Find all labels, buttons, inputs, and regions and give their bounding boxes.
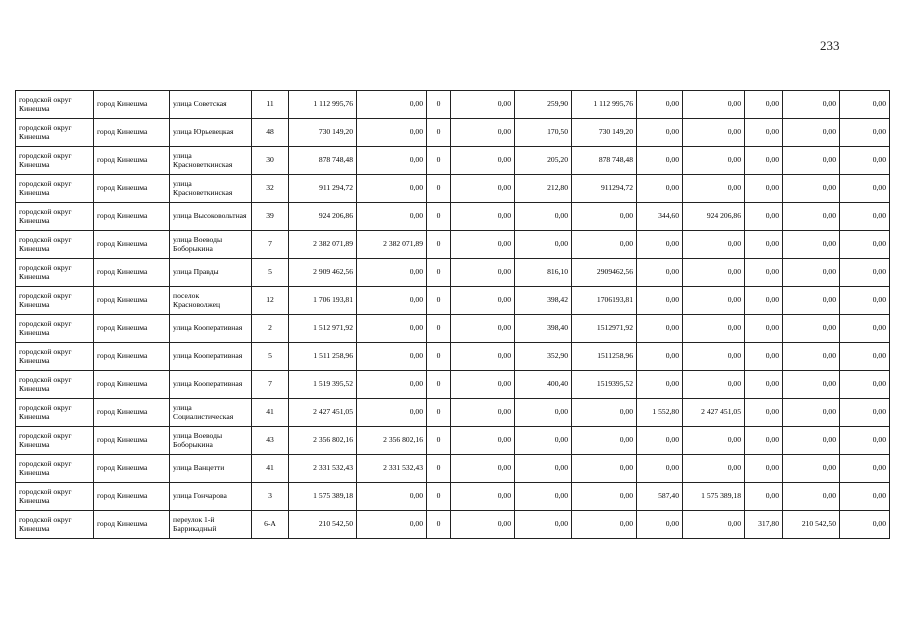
cell-street: улица Красноветкинская	[170, 147, 252, 175]
cell-cost-2: 0,00	[451, 455, 515, 483]
cell-area-1: 0,00	[515, 427, 572, 455]
cell-cost-6: 0,00	[840, 455, 890, 483]
cell-area-1: 398,42	[515, 287, 572, 315]
cell-cost-5: 0,00	[783, 287, 840, 315]
table-row	[16, 175, 890, 203]
cell-cost-1: 0,00	[357, 91, 427, 119]
cell-street: улица Красноветкинская	[170, 175, 252, 203]
cell-area-2: 0,00	[637, 455, 683, 483]
cell-cost-1: 0,00	[357, 343, 427, 371]
cell-count: 0	[427, 427, 451, 455]
cell-cost-6: 0,00	[840, 343, 890, 371]
cell-cost-6: 0,00	[840, 175, 890, 203]
cell-area-2: 344,60	[637, 203, 683, 231]
cell-settlement: город Кинешма	[94, 119, 170, 147]
cell-count: 0	[427, 315, 451, 343]
cell-area-1: 0,00	[515, 203, 572, 231]
cell-area-1: 0,00	[515, 231, 572, 259]
cell-area-1: 0,00	[515, 511, 572, 539]
cell-area-1: 398,40	[515, 315, 572, 343]
cell-cost-1: 0,00	[357, 399, 427, 427]
cell-count: 0	[427, 147, 451, 175]
cell-cost-2: 0,00	[451, 315, 515, 343]
cell-settlement: город Кинешма	[94, 483, 170, 511]
cell-settlement: город Кинешма	[94, 371, 170, 399]
cell-cost-2: 0,00	[451, 427, 515, 455]
cell-cost-3: 0,00	[572, 511, 637, 539]
cell-cost-2: 0,00	[451, 203, 515, 231]
cell-area-2: 587,40	[637, 483, 683, 511]
cell-count: 0	[427, 91, 451, 119]
cell-municipality: городской округ Кинешма	[16, 399, 94, 427]
cell-house-number: 3	[252, 483, 289, 511]
cell-count: 0	[427, 483, 451, 511]
cell-municipality: городской округ Кинешма	[16, 231, 94, 259]
cell-cost-3: 878 748,48	[572, 147, 637, 175]
cell-street: улица Ванцетти	[170, 455, 252, 483]
cell-area-3: 0,00	[745, 119, 783, 147]
cell-municipality: городской округ Кинешма	[16, 343, 94, 371]
cell-cost-1: 0,00	[357, 287, 427, 315]
cell-count: 0	[427, 455, 451, 483]
cell-count: 0	[427, 511, 451, 539]
cell-area-2: 0,00	[637, 231, 683, 259]
cell-cost-3: 911294,72	[572, 175, 637, 203]
cell-cost-2: 0,00	[451, 147, 515, 175]
cell-total-cost: 2 909 462,56	[289, 259, 357, 287]
cell-municipality: городской округ Кинешма	[16, 147, 94, 175]
cell-cost-3: 1512971,92	[572, 315, 637, 343]
cell-municipality: городской округ Кинешма	[16, 483, 94, 511]
cell-cost-4: 0,00	[683, 455, 745, 483]
cell-cost-4: 0,00	[683, 91, 745, 119]
cell-area-3: 0,00	[745, 175, 783, 203]
cell-area-1: 170,50	[515, 119, 572, 147]
cell-cost-1: 2 331 532,43	[357, 455, 427, 483]
cell-area-2: 0,00	[637, 175, 683, 203]
cell-count: 0	[427, 399, 451, 427]
cell-total-cost: 210 542,50	[289, 511, 357, 539]
cell-area-2: 0,00	[637, 119, 683, 147]
cell-count: 0	[427, 259, 451, 287]
cell-cost-5: 0,00	[783, 315, 840, 343]
cell-cost-6: 0,00	[840, 203, 890, 231]
cell-total-cost: 1 511 258,96	[289, 343, 357, 371]
cell-area-3: 0,00	[745, 483, 783, 511]
cell-cost-1: 0,00	[357, 259, 427, 287]
cell-cost-4: 0,00	[683, 427, 745, 455]
cell-house-number: 39	[252, 203, 289, 231]
cell-cost-6: 0,00	[840, 371, 890, 399]
cell-settlement: город Кинешма	[94, 203, 170, 231]
cell-settlement: город Кинешма	[94, 399, 170, 427]
table-row	[16, 483, 890, 511]
cell-area-3: 0,00	[745, 91, 783, 119]
cell-street: улица Кооперативная	[170, 371, 252, 399]
cell-cost-6: 0,00	[840, 147, 890, 175]
cell-cost-6: 0,00	[840, 427, 890, 455]
cell-municipality: городской округ Кинешма	[16, 427, 94, 455]
cell-cost-1: 0,00	[357, 147, 427, 175]
cell-cost-3: 730 149,20	[572, 119, 637, 147]
cell-cost-1: 0,00	[357, 483, 427, 511]
cell-cost-3: 0,00	[572, 483, 637, 511]
cell-house-number: 7	[252, 371, 289, 399]
cell-total-cost: 2 331 532,43	[289, 455, 357, 483]
cell-area-1: 0,00	[515, 399, 572, 427]
cell-area-2: 0,00	[637, 343, 683, 371]
cell-count: 0	[427, 231, 451, 259]
cell-house-number: 12	[252, 287, 289, 315]
cell-street: улица Юрьевецкая	[170, 119, 252, 147]
cell-cost-5: 0,00	[783, 91, 840, 119]
cell-house-number: 11	[252, 91, 289, 119]
cell-cost-4: 2 427 451,05	[683, 399, 745, 427]
cell-total-cost: 1 512 971,92	[289, 315, 357, 343]
cell-cost-6: 0,00	[840, 287, 890, 315]
cell-cost-4: 0,00	[683, 371, 745, 399]
cell-area-3: 0,00	[745, 455, 783, 483]
cell-cost-1: 0,00	[357, 315, 427, 343]
cell-area-2: 0,00	[637, 427, 683, 455]
cell-total-cost: 1 575 389,18	[289, 483, 357, 511]
cell-area-2: 0,00	[637, 371, 683, 399]
cell-area-1: 400,40	[515, 371, 572, 399]
cell-street: улица Воеводы Боборыкина	[170, 427, 252, 455]
cell-settlement: город Кинешма	[94, 231, 170, 259]
cell-cost-1: 2 356 802,16	[357, 427, 427, 455]
cell-municipality: городской округ Кинешма	[16, 455, 94, 483]
cell-area-3: 0,00	[745, 287, 783, 315]
cell-settlement: город Кинешма	[94, 511, 170, 539]
cell-cost-3: 0,00	[572, 427, 637, 455]
cell-municipality: городской округ Кинешма	[16, 511, 94, 539]
cell-total-cost: 911 294,72	[289, 175, 357, 203]
cell-cost-6: 0,00	[840, 119, 890, 147]
cell-cost-1: 2 382 071,89	[357, 231, 427, 259]
table-row	[16, 119, 890, 147]
cell-house-number: 48	[252, 119, 289, 147]
cell-cost-4: 1 575 389,18	[683, 483, 745, 511]
cell-cost-5: 0,00	[783, 203, 840, 231]
housing-register-table	[15, 90, 890, 539]
cell-cost-4: 0,00	[683, 315, 745, 343]
cell-cost-3: 2909462,56	[572, 259, 637, 287]
cell-cost-2: 0,00	[451, 259, 515, 287]
cell-cost-6: 0,00	[840, 315, 890, 343]
table-row	[16, 455, 890, 483]
cell-settlement: город Кинешма	[94, 91, 170, 119]
cell-settlement: город Кинешма	[94, 287, 170, 315]
cell-cost-3: 1706193,81	[572, 287, 637, 315]
cell-cost-3: 0,00	[572, 203, 637, 231]
cell-cost-2: 0,00	[451, 483, 515, 511]
cell-total-cost: 1 706 193,81	[289, 287, 357, 315]
cell-cost-3: 0,00	[572, 399, 637, 427]
cell-cost-3: 0,00	[572, 455, 637, 483]
cell-house-number: 43	[252, 427, 289, 455]
cell-street: улица Социалистическая	[170, 399, 252, 427]
cell-cost-5: 0,00	[783, 147, 840, 175]
cell-cost-1: 0,00	[357, 203, 427, 231]
cell-cost-2: 0,00	[451, 399, 515, 427]
cell-area-2: 0,00	[637, 91, 683, 119]
table-row	[16, 511, 890, 539]
cell-cost-3: 1511258,96	[572, 343, 637, 371]
cell-cost-5: 0,00	[783, 427, 840, 455]
cell-cost-1: 0,00	[357, 371, 427, 399]
cell-total-cost: 2 382 071,89	[289, 231, 357, 259]
cell-house-number: 41	[252, 399, 289, 427]
cell-settlement: город Кинешма	[94, 259, 170, 287]
cell-area-1: 816,10	[515, 259, 572, 287]
cell-street: улица Кооперативная	[170, 315, 252, 343]
table-row	[16, 287, 890, 315]
cell-street: поселок Красноволжец	[170, 287, 252, 315]
cell-street: улица Высоковольтная	[170, 203, 252, 231]
cell-municipality: городской округ Кинешма	[16, 315, 94, 343]
cell-cost-5: 210 542,50	[783, 511, 840, 539]
cell-cost-4: 0,00	[683, 287, 745, 315]
cell-area-2: 0,00	[637, 147, 683, 175]
cell-cost-5: 0,00	[783, 231, 840, 259]
cell-total-cost: 2 427 451,05	[289, 399, 357, 427]
cell-cost-3: 0,00	[572, 231, 637, 259]
cell-house-number: 2	[252, 315, 289, 343]
cell-street: улица Кооперативная	[170, 343, 252, 371]
cell-area-2: 0,00	[637, 259, 683, 287]
cell-total-cost: 924 206,86	[289, 203, 357, 231]
table-row	[16, 315, 890, 343]
cell-area-2: 0,00	[637, 511, 683, 539]
cell-area-2: 0,00	[637, 315, 683, 343]
cell-area-3: 0,00	[745, 427, 783, 455]
cell-area-3: 0,00	[745, 315, 783, 343]
cell-cost-5: 0,00	[783, 483, 840, 511]
cell-settlement: город Кинешма	[94, 147, 170, 175]
table-row	[16, 147, 890, 175]
cell-count: 0	[427, 175, 451, 203]
cell-area-1: 212,80	[515, 175, 572, 203]
cell-cost-2: 0,00	[451, 231, 515, 259]
cell-settlement: город Кинешма	[94, 455, 170, 483]
cell-cost-4: 0,00	[683, 343, 745, 371]
cell-street: улица Гончарова	[170, 483, 252, 511]
cell-municipality: городской округ Кинешма	[16, 91, 94, 119]
cell-cost-6: 0,00	[840, 91, 890, 119]
cell-cost-6: 0,00	[840, 511, 890, 539]
cell-count: 0	[427, 343, 451, 371]
cell-cost-5: 0,00	[783, 455, 840, 483]
table-row	[16, 371, 890, 399]
cell-area-3: 0,00	[745, 147, 783, 175]
cell-cost-2: 0,00	[451, 119, 515, 147]
cell-settlement: город Кинешма	[94, 175, 170, 203]
cell-cost-2: 0,00	[451, 287, 515, 315]
table-body	[16, 91, 890, 539]
cell-count: 0	[427, 203, 451, 231]
cell-cost-2: 0,00	[451, 511, 515, 539]
cell-area-1: 0,00	[515, 483, 572, 511]
cell-cost-1: 0,00	[357, 511, 427, 539]
table-row	[16, 427, 890, 455]
cell-cost-1: 0,00	[357, 175, 427, 203]
cell-municipality: городской округ Кинешма	[16, 203, 94, 231]
cell-street: улица Правды	[170, 259, 252, 287]
cell-house-number: 32	[252, 175, 289, 203]
cell-area-3: 0,00	[745, 259, 783, 287]
cell-cost-6: 0,00	[840, 483, 890, 511]
table-row	[16, 259, 890, 287]
cell-area-1: 352,90	[515, 343, 572, 371]
cell-area-1: 205,20	[515, 147, 572, 175]
cell-area-1: 0,00	[515, 455, 572, 483]
cell-house-number: 6-А	[252, 511, 289, 539]
cell-count: 0	[427, 287, 451, 315]
cell-total-cost: 1 112 995,76	[289, 91, 357, 119]
cell-settlement: город Кинешма	[94, 343, 170, 371]
cell-count: 0	[427, 371, 451, 399]
cell-area-1: 259,90	[515, 91, 572, 119]
cell-cost-4: 0,00	[683, 119, 745, 147]
cell-house-number: 5	[252, 259, 289, 287]
cell-cost-1: 0,00	[357, 119, 427, 147]
cell-cost-5: 0,00	[783, 259, 840, 287]
cell-house-number: 30	[252, 147, 289, 175]
cell-cost-4: 0,00	[683, 147, 745, 175]
cell-cost-4: 0,00	[683, 259, 745, 287]
cell-settlement: город Кинешма	[94, 315, 170, 343]
cell-house-number: 7	[252, 231, 289, 259]
cell-total-cost: 730 149,20	[289, 119, 357, 147]
cell-cost-4: 0,00	[683, 511, 745, 539]
cell-area-2: 0,00	[637, 287, 683, 315]
cell-house-number: 41	[252, 455, 289, 483]
cell-street: улица Воеводы Боборыкина	[170, 231, 252, 259]
table-row	[16, 343, 890, 371]
cell-cost-3: 1 112 995,76	[572, 91, 637, 119]
cell-area-3: 0,00	[745, 343, 783, 371]
cell-cost-2: 0,00	[451, 371, 515, 399]
cell-total-cost: 1 519 395,52	[289, 371, 357, 399]
cell-municipality: городской округ Кинешма	[16, 259, 94, 287]
cell-area-3: 0,00	[745, 371, 783, 399]
cell-area-3: 0,00	[745, 203, 783, 231]
cell-cost-4: 924 206,86	[683, 203, 745, 231]
cell-cost-6: 0,00	[840, 399, 890, 427]
cell-total-cost: 2 356 802,16	[289, 427, 357, 455]
cell-cost-5: 0,00	[783, 119, 840, 147]
cell-municipality: городской округ Кинешма	[16, 371, 94, 399]
cell-house-number: 5	[252, 343, 289, 371]
table-row	[16, 91, 890, 119]
table-row	[16, 203, 890, 231]
cell-cost-5: 0,00	[783, 343, 840, 371]
cell-area-2: 1 552,80	[637, 399, 683, 427]
cell-cost-5: 0,00	[783, 399, 840, 427]
cell-cost-5: 0,00	[783, 175, 840, 203]
page-number: 233	[820, 38, 840, 53]
cell-street: переулок 1-й Баррикадный	[170, 511, 252, 539]
cell-cost-2: 0,00	[451, 91, 515, 119]
table-row	[16, 231, 890, 259]
cell-total-cost: 878 748,48	[289, 147, 357, 175]
cell-cost-6: 0,00	[840, 259, 890, 287]
cell-street: улица Советская	[170, 91, 252, 119]
cell-cost-2: 0,00	[451, 343, 515, 371]
table-row	[16, 399, 890, 427]
cell-cost-4: 0,00	[683, 231, 745, 259]
cell-municipality: городской округ Кинешма	[16, 119, 94, 147]
cell-area-3: 0,00	[745, 231, 783, 259]
cell-area-3: 0,00	[745, 399, 783, 427]
cell-settlement: город Кинешма	[94, 427, 170, 455]
cell-area-3: 317,80	[745, 511, 783, 539]
cell-municipality: городской округ Кинешма	[16, 175, 94, 203]
cell-cost-3: 1519395,52	[572, 371, 637, 399]
cell-cost-4: 0,00	[683, 175, 745, 203]
cell-cost-6: 0,00	[840, 231, 890, 259]
cell-cost-2: 0,00	[451, 175, 515, 203]
cell-count: 0	[427, 119, 451, 147]
cell-municipality: городской округ Кинешма	[16, 287, 94, 315]
cell-cost-5: 0,00	[783, 371, 840, 399]
